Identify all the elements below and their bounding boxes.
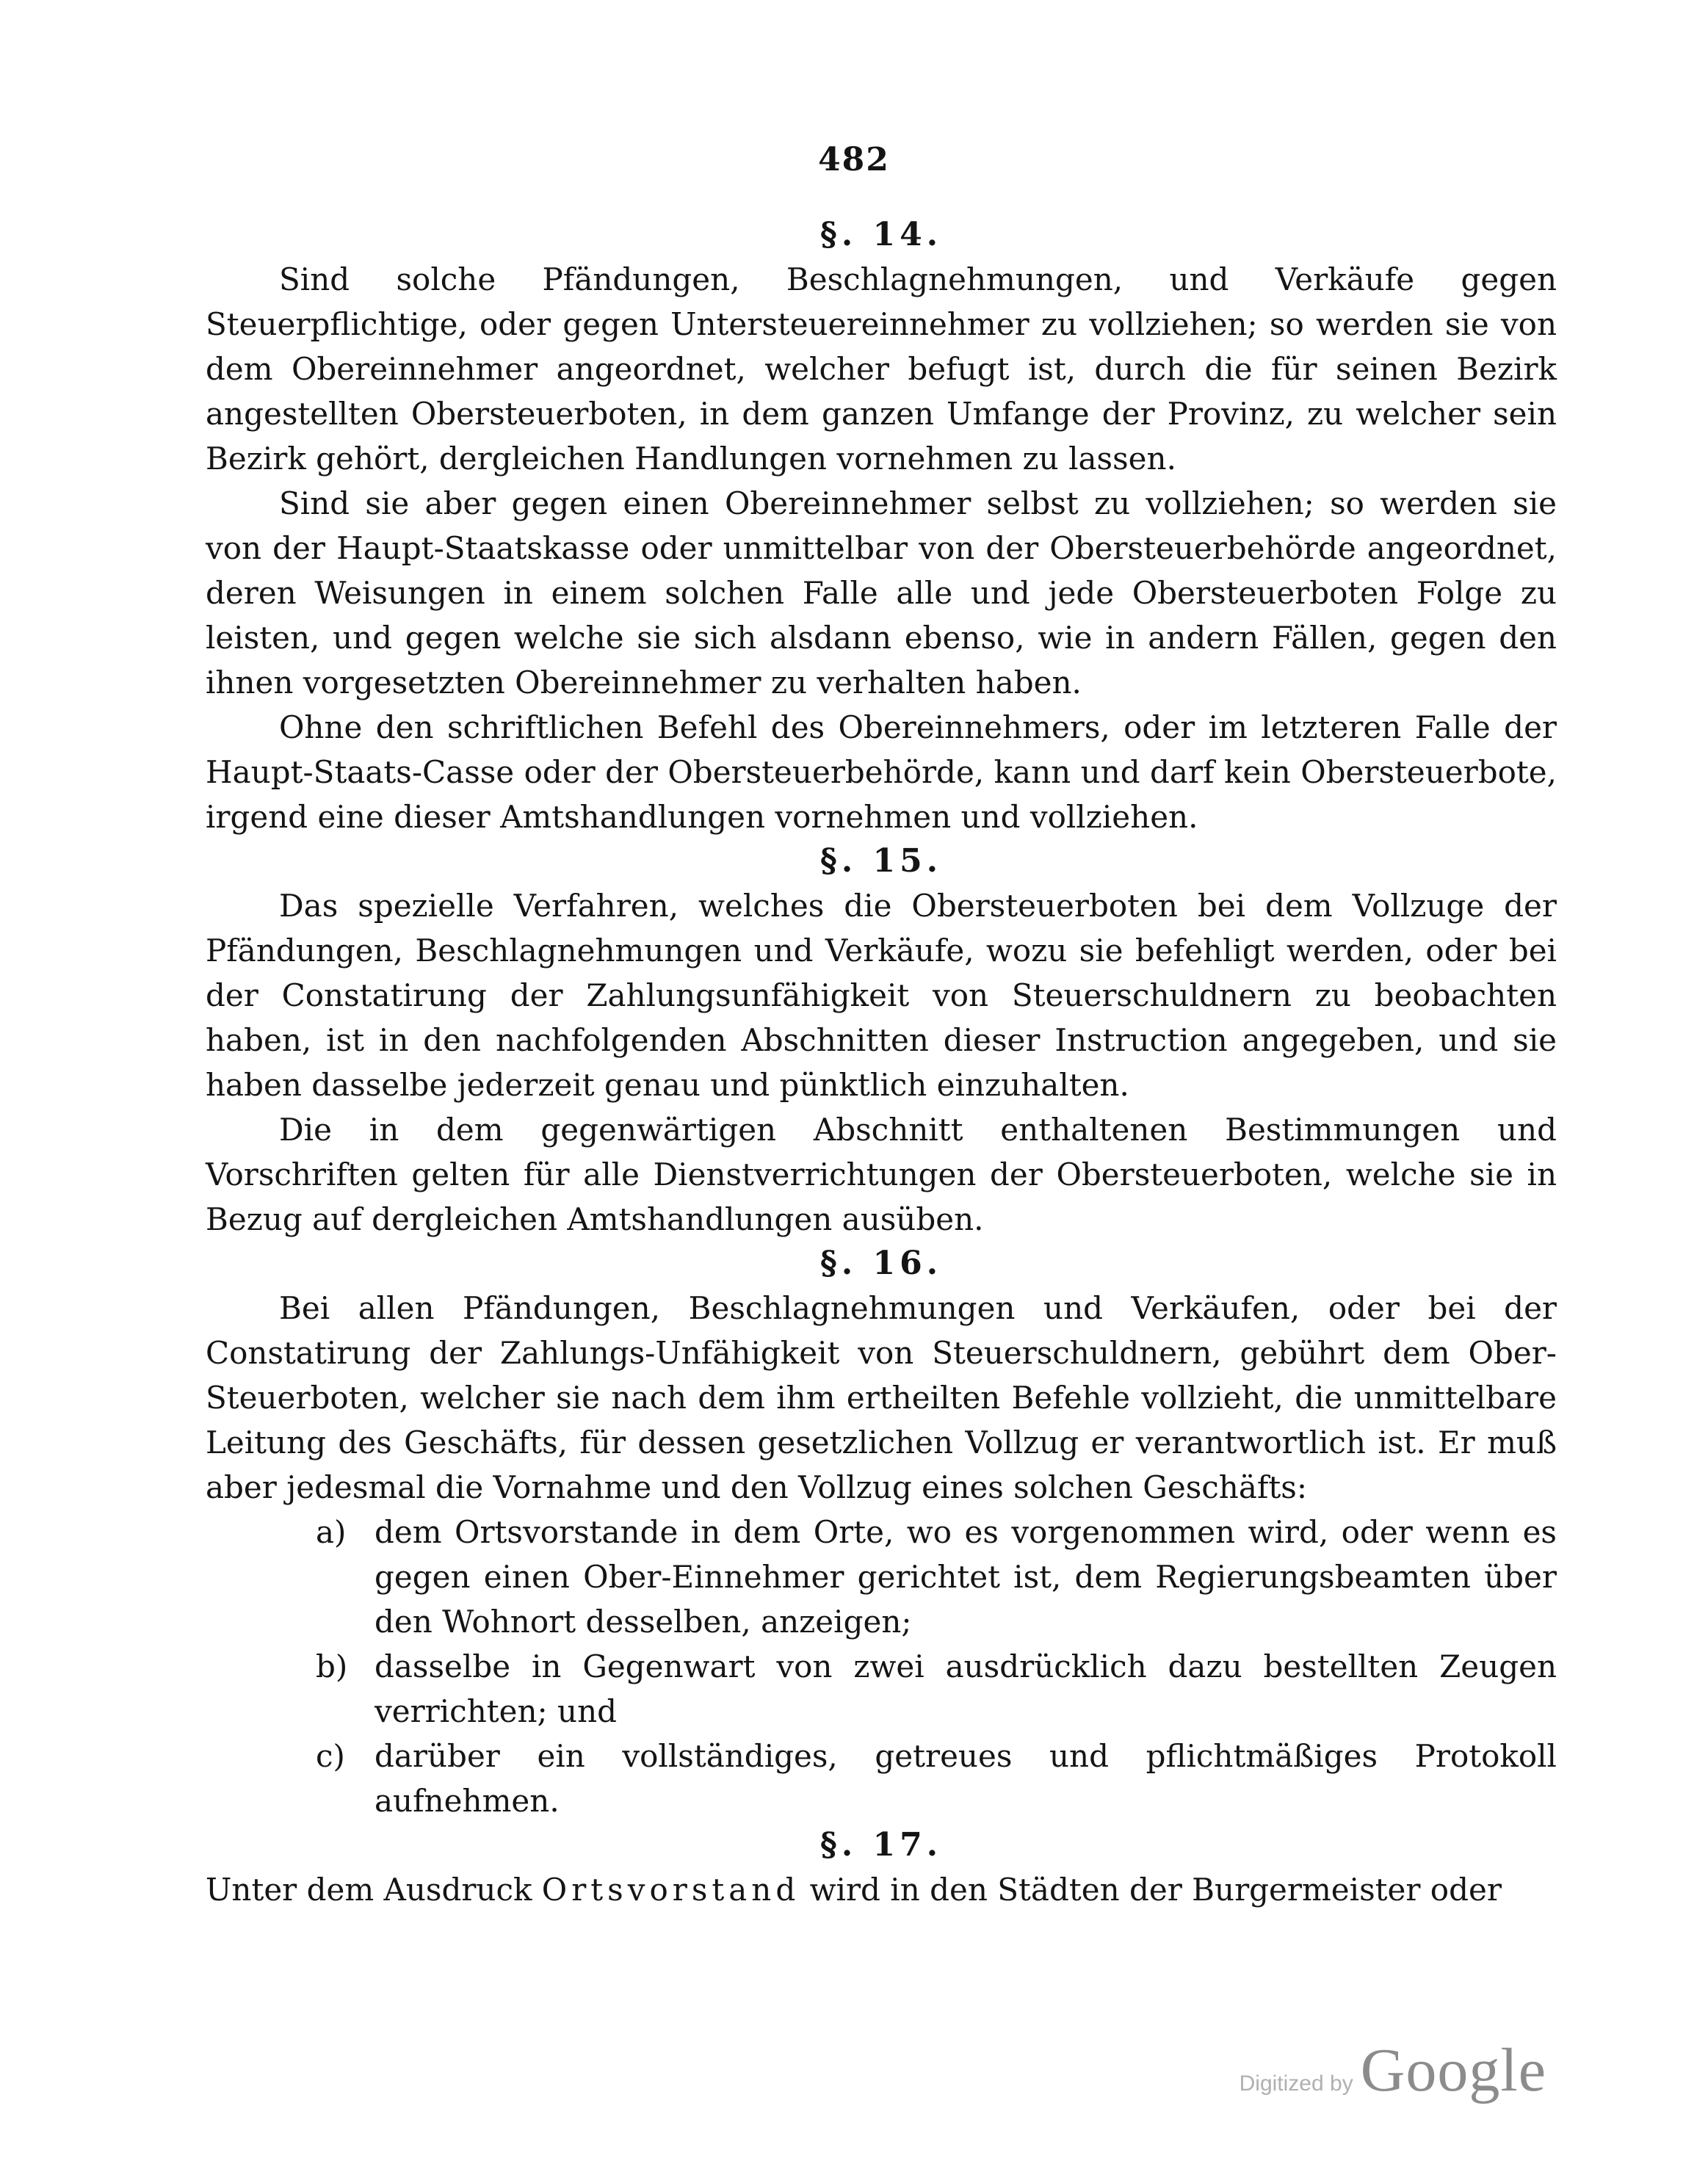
emphasized-term: Ortsvorstand bbox=[541, 1872, 800, 1908]
enumerated-list bbox=[206, 1510, 1557, 1823]
paragraph: Bei allen Pfändungen, Beschlagnehmungen und Verkäufen, oder bei der Constatirung der Zahlungs-Unfähigkeit von Steuerschuldnern, gebührt dem Ober-Steuerboten, welcher sie nach dem ihm ertheilten Befehle vollzieht, die unmittelbare Leitung des Geschäfts, für dessen gesetzlichen Vollzug er verantwortlich ist. Er muß aber jedesmal die Vornahme und den Vollzug eines solchen Geschäfts: bbox=[206, 1290, 1557, 1505]
paragraph: Das spezielle Verfahren, welches die Obersteuerboten bei dem Vollzuge der Pfändungen, Beschlagnehmungen und Verkäufe, wozu sie befehligt werden, oder bei der Constatirung der Zahlungsunfähigkeit von Steuerschuldnern zu beobachten haben, ist in den nachfolgenden Abschnitten dieser Instruction angegeben, und sie haben dasselbe jederzeit genau und pünktlich einzuhalten. bbox=[206, 888, 1557, 1103]
list-item bbox=[206, 1734, 1557, 1823]
page-number: 482 bbox=[818, 141, 890, 178]
google-logo: Google bbox=[1360, 2036, 1546, 2104]
list-text: dem Ortsvorstande in dem Orte, wo es vorgenommen wird, oder wenn es gegen einen Ober-Einnehmer gerichtet ist, dem Regierungsbeamten über den Wohnort desselben, anzeigen; bbox=[374, 1514, 1557, 1640]
watermark-small-text: Digitized by bbox=[1239, 2071, 1353, 2096]
text-run: wird in den Städten der Burgermeister oder bbox=[800, 1872, 1502, 1908]
section-heading-15: §. 15. bbox=[819, 842, 943, 880]
list-item bbox=[206, 1510, 1557, 1644]
paragraph bbox=[206, 1867, 1557, 1912]
paragraph: Die in dem gegenwärtigen Abschnitt enthaltenen Bestimmungen und Vorschriften gelten für alle Dienstverrichtungen der Obersteuerboten, welche sie in Bezug auf dergleichen Amtshandlungen ausüben. bbox=[206, 1112, 1557, 1237]
paragraph: Sind solche Pfändungen, Beschlagnehmungen, und Verkäufe gegen Steuerpflichtige, oder gegen Untersteuereinnehmer zu vollziehen; so werden sie von dem Obereinnehmer angeordnet, welcher befugt ist, durch die für seinen Bezirk angestellten Obersteuerboten, in dem ganzen Umfange der Provinz, zu welcher sein Bezirk gehört, dergleichen Handlungen vornehmen zu lassen. bbox=[206, 261, 1557, 477]
text-run: Unter dem Ausdruck bbox=[206, 1872, 542, 1908]
paragraph: Ohne den schriftlichen Befehl des Obereinnehmers, oder im letzteren Falle der Haupt-Staats-Casse oder der Obersteuerbehörde, kann und darf kein Obersteuerbote, irgend eine dieser Amtshandlungen vornehmen und vollziehen. bbox=[206, 709, 1557, 835]
section-heading-16: §. 16. bbox=[819, 1245, 943, 1282]
list-marker: a) bbox=[316, 1514, 347, 1550]
list-item bbox=[206, 1644, 1557, 1734]
paragraph: Sind sie aber gegen einen Obereinnehmer selbst zu vollziehen; so werden sie von der Haupt-Staatskasse oder unmittelbar von der Obersteuerbehörde angeordnet, deren Weisungen in einem solchen Falle alle und jede Obersteuerboten Folge zu leisten, und gegen welche sie sich alsdann ebenso, wie in andern Fällen, gegen den ihnen vorgesetzten Obereinnehmer zu verhalten haben. bbox=[206, 485, 1557, 701]
digitization-watermark bbox=[1240, 2035, 1546, 2106]
section-heading-17: §. 17. bbox=[819, 1826, 943, 1864]
list-marker: b) bbox=[316, 1648, 348, 1684]
list-marker: c) bbox=[316, 1738, 345, 1774]
text-block bbox=[206, 213, 1557, 1912]
list-text: dasselbe in Gegenwart von zwei ausdrücklich dazu bestellten Zeugen verrichten; und bbox=[374, 1648, 1557, 1729]
list-text: darüber ein vollständiges, getreues und pflichtmäßiges Protokoll aufnehmen. bbox=[374, 1738, 1557, 1819]
section-heading-14: §. 14. bbox=[819, 216, 943, 253]
